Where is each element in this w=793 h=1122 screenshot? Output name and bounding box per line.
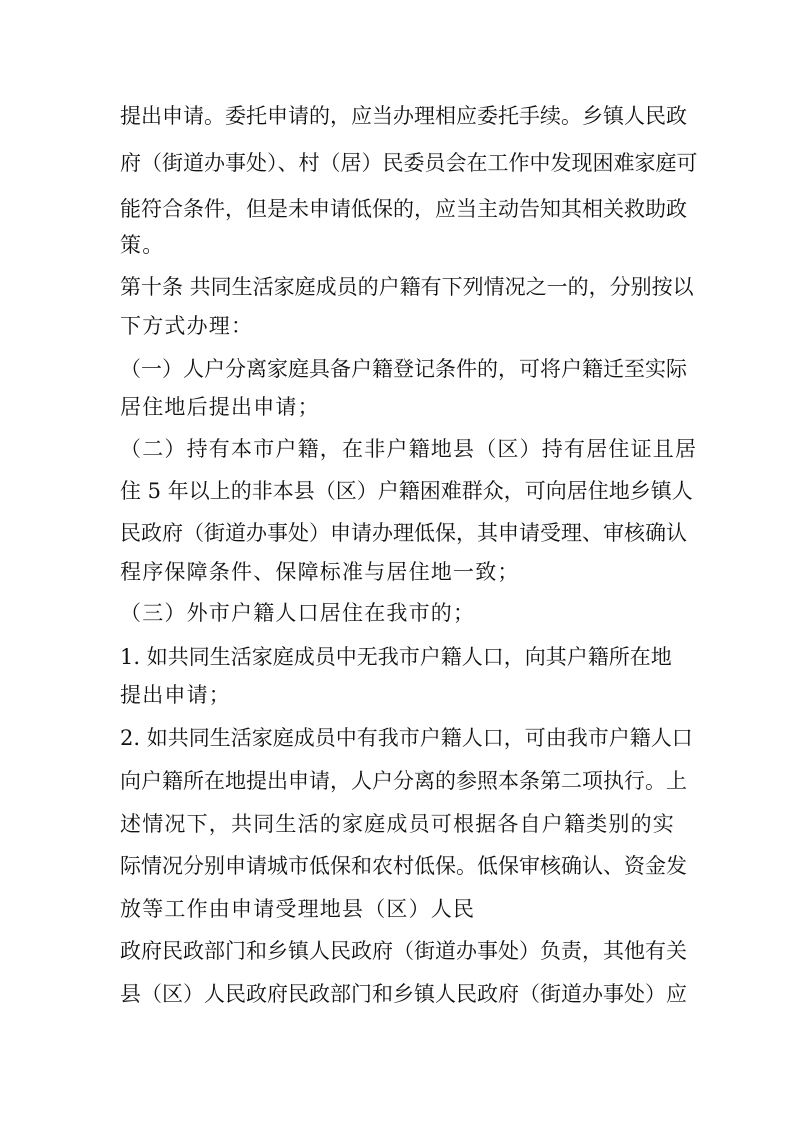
text-line: 政府民政部门和乡镇人民政府（街道办事处）负责，其他有关	[120, 939, 687, 963]
text-line: 能符合条件，但是未申请低保的，应当主动告知其相关救助政	[120, 197, 687, 221]
text-line: （二）持有本市户籍，在非户籍地县（区）持有居住证且居	[120, 437, 698, 461]
text-line: 提出申请；	[120, 683, 231, 707]
text-line: 第十条 共同生活家庭成员的户籍有下列情况之一的，分别按以	[120, 275, 694, 299]
text-line: 县（区）人民政府民政部门和乡镇人民政府（街道办事处）应	[120, 982, 687, 1006]
text-line: 下方式办理：	[120, 314, 254, 338]
text-line: （一）人户分离家庭具备户籍登记条件的，可将户籍迁至实际	[120, 357, 687, 381]
text-line: 住 5 年以上的非本县（区）户籍困难群众，可向居住地乡镇人	[120, 479, 693, 503]
text-line: 1. 如共同生活家庭成员中无我市户籍人口，向其户籍所在地	[120, 645, 672, 669]
text-line: 际情况分别申请城市低保和农村低保。低保审核确认、资金发	[120, 854, 687, 878]
text-line: 程序保障条件、保障标准与居住地一致；	[120, 560, 520, 584]
text-line: 向户籍所在地提出申请，人户分离的参照本条第二项执行。上	[120, 769, 687, 793]
text-line: 府（街道办事处）、村（居）民委员会在工作中发现困难家庭可	[120, 151, 698, 175]
text-line: （三）外市户籍人口居住在我市的；	[120, 601, 476, 625]
text-line: 述情况下，共同生活的家庭成员可根据各自户籍类别的实	[120, 812, 675, 836]
text-line: 民政府（街道办事处）申请办理低保，其申请受理、审核确认	[120, 521, 687, 545]
text-line: 策。	[120, 233, 165, 257]
text-line: 居住地后提出申请；	[120, 395, 320, 419]
text-line: 2. 如共同生活家庭成员中有我市户籍人口，可由我市户籍人口	[120, 726, 693, 750]
text-line: 提出申请。委托申请的，应当办理相应委托手续。乡镇人民政	[120, 104, 687, 128]
text-line: 放等工作由申请受理地县（区）人民	[120, 897, 476, 921]
